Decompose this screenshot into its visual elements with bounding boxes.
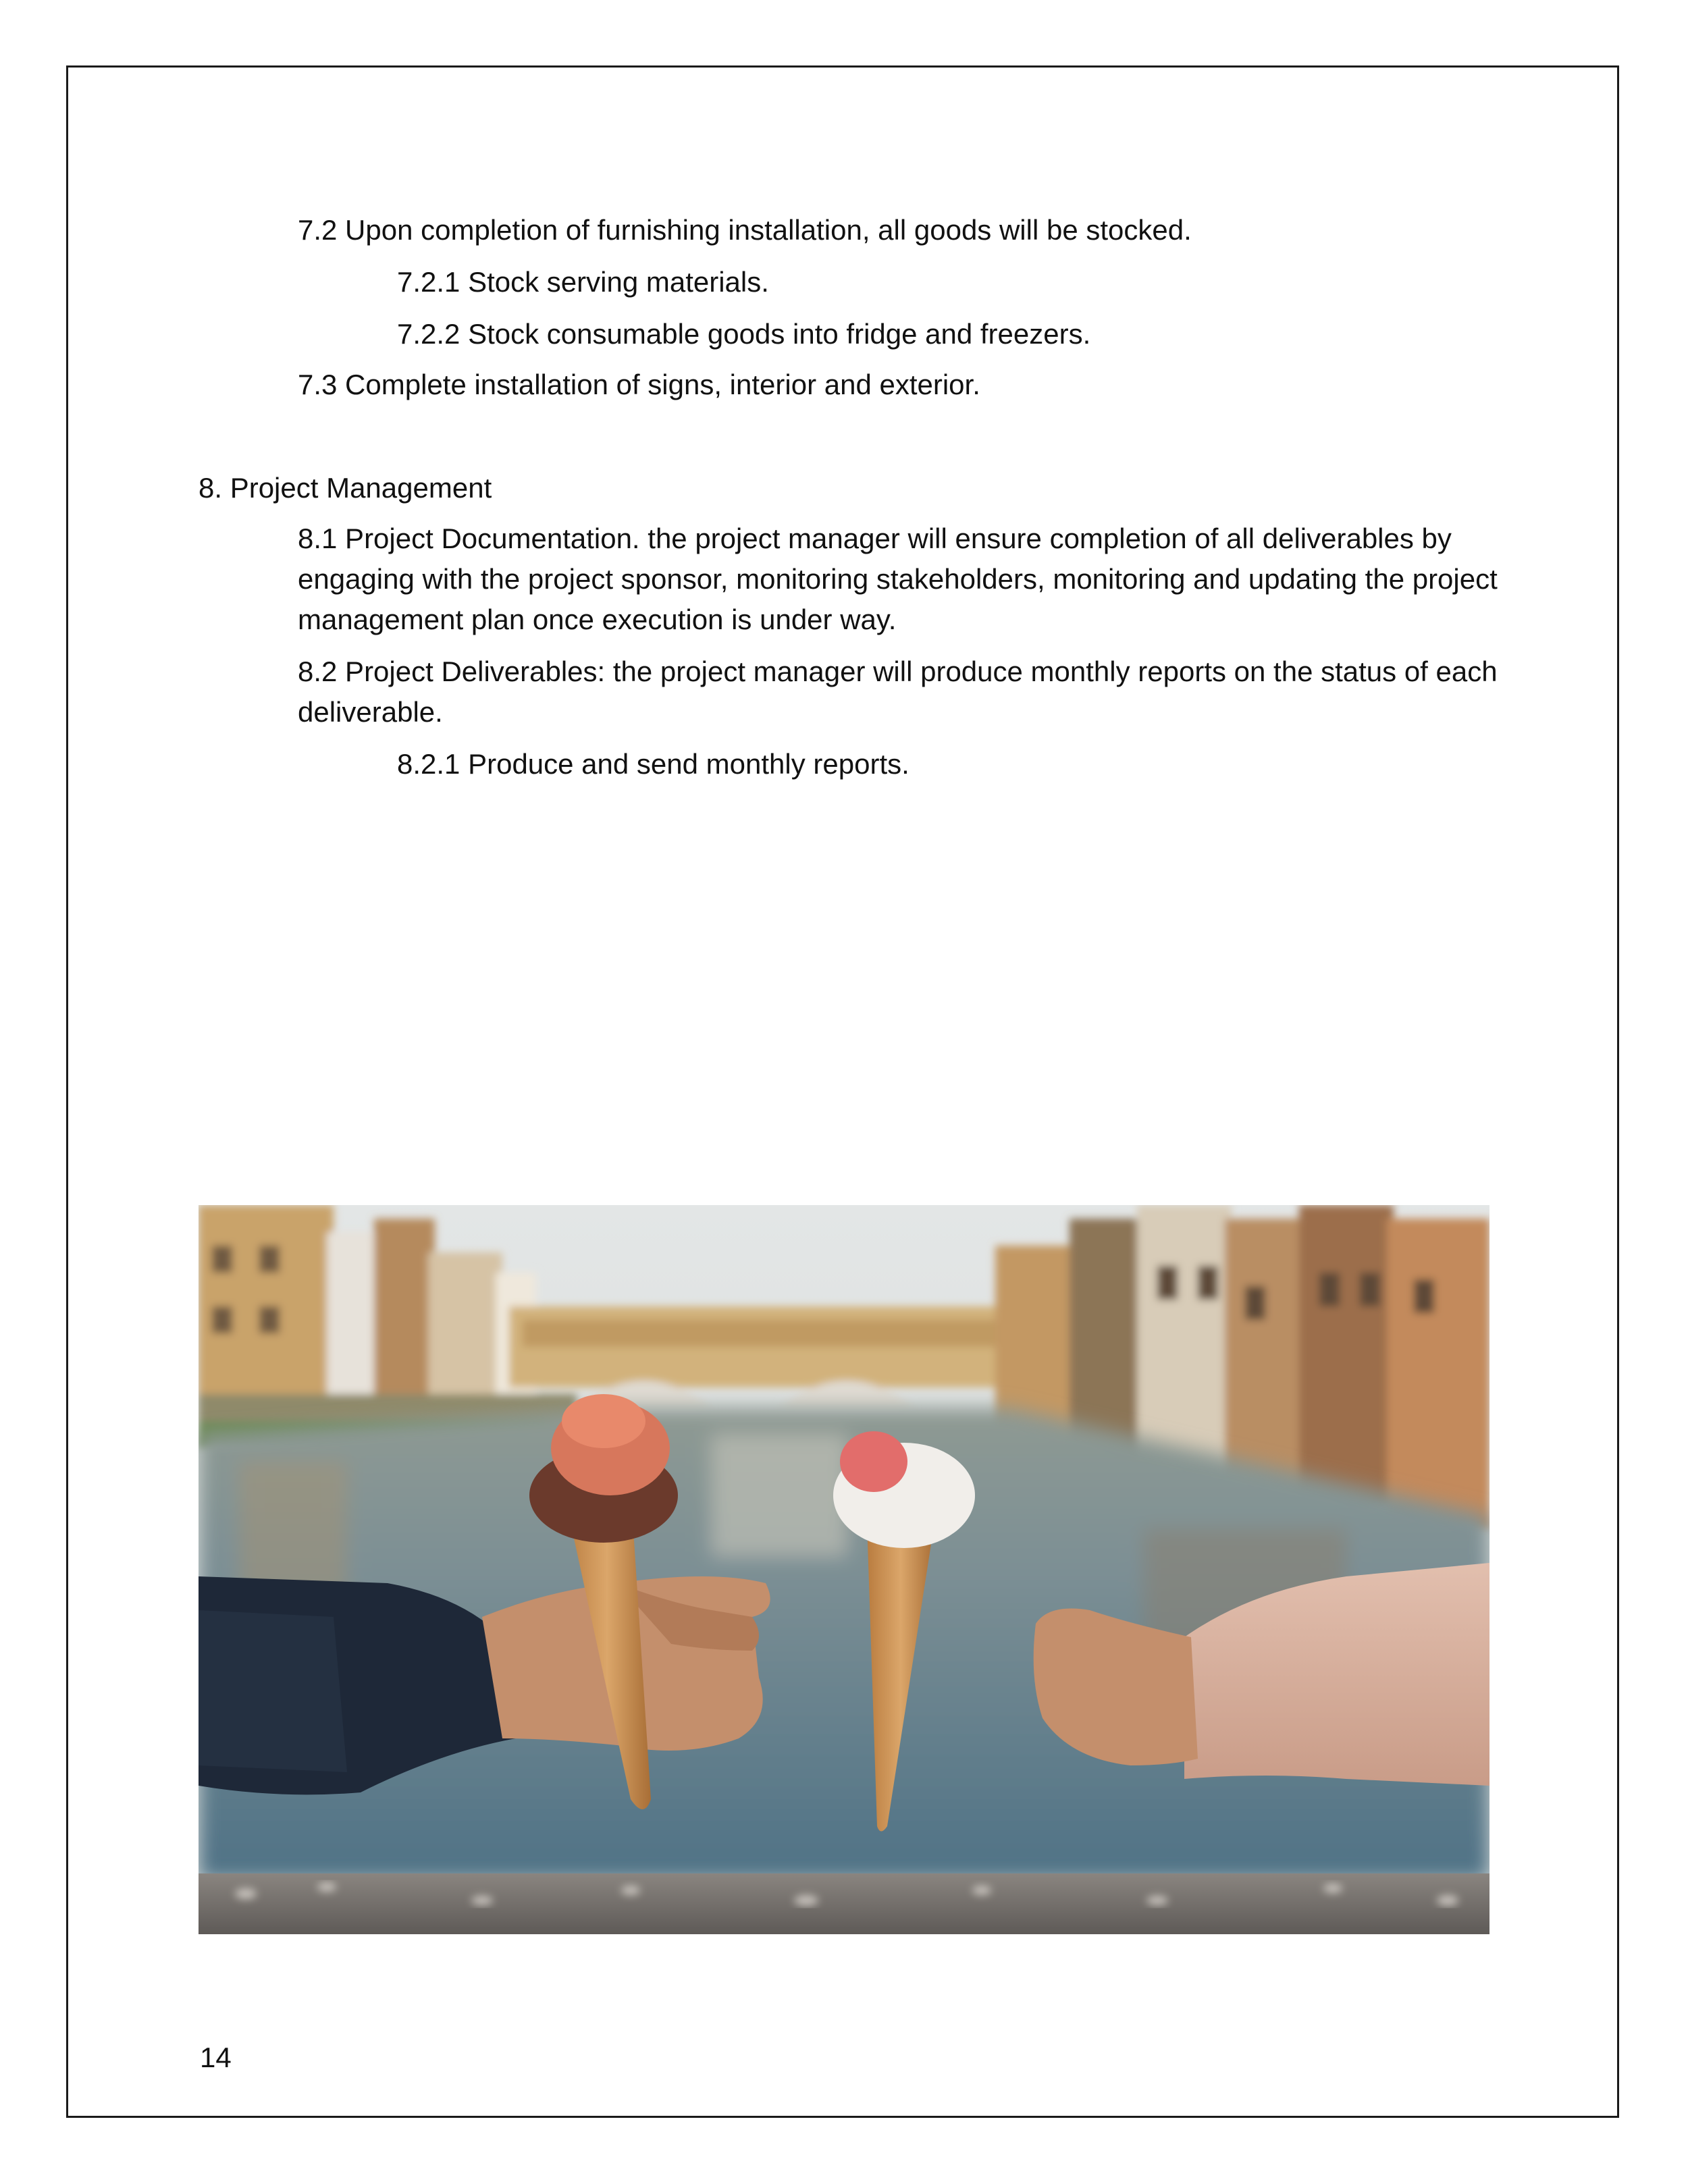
list-item-7-2-2: 7.2.2 Stock consumable goods into fridge and freezers. (397, 318, 1091, 350)
list-item-7-2-1: 7.2.1 Stock serving materials. (397, 266, 769, 298)
list-item-8-2-1: 8.2.1 Produce and send monthly reports. (397, 748, 909, 780)
list-item-8-1: 8.1 Project Documentation. the project manager will ensure completion of all deliverables by engaging with the project sponsor, monitoring stakeholders, monitoring and updating the project management plan once execution is under way. (298, 523, 1498, 635)
list-item-7-3: 7.3 Complete installation of signs, interior and exterior. (298, 369, 980, 400)
list-item-7-2: 7.2 Upon completion of furnishing installation, all goods will be stocked. (298, 214, 1192, 246)
section-heading-project-management: 8. Project Management (199, 472, 492, 504)
list-item-8-2: 8.2 Project Deliverables: the project manager will produce monthly reports on the status of each deliverable. (298, 656, 1498, 728)
ice-cream-photo (199, 1205, 1489, 1934)
page-number: 14 (200, 2042, 232, 2073)
